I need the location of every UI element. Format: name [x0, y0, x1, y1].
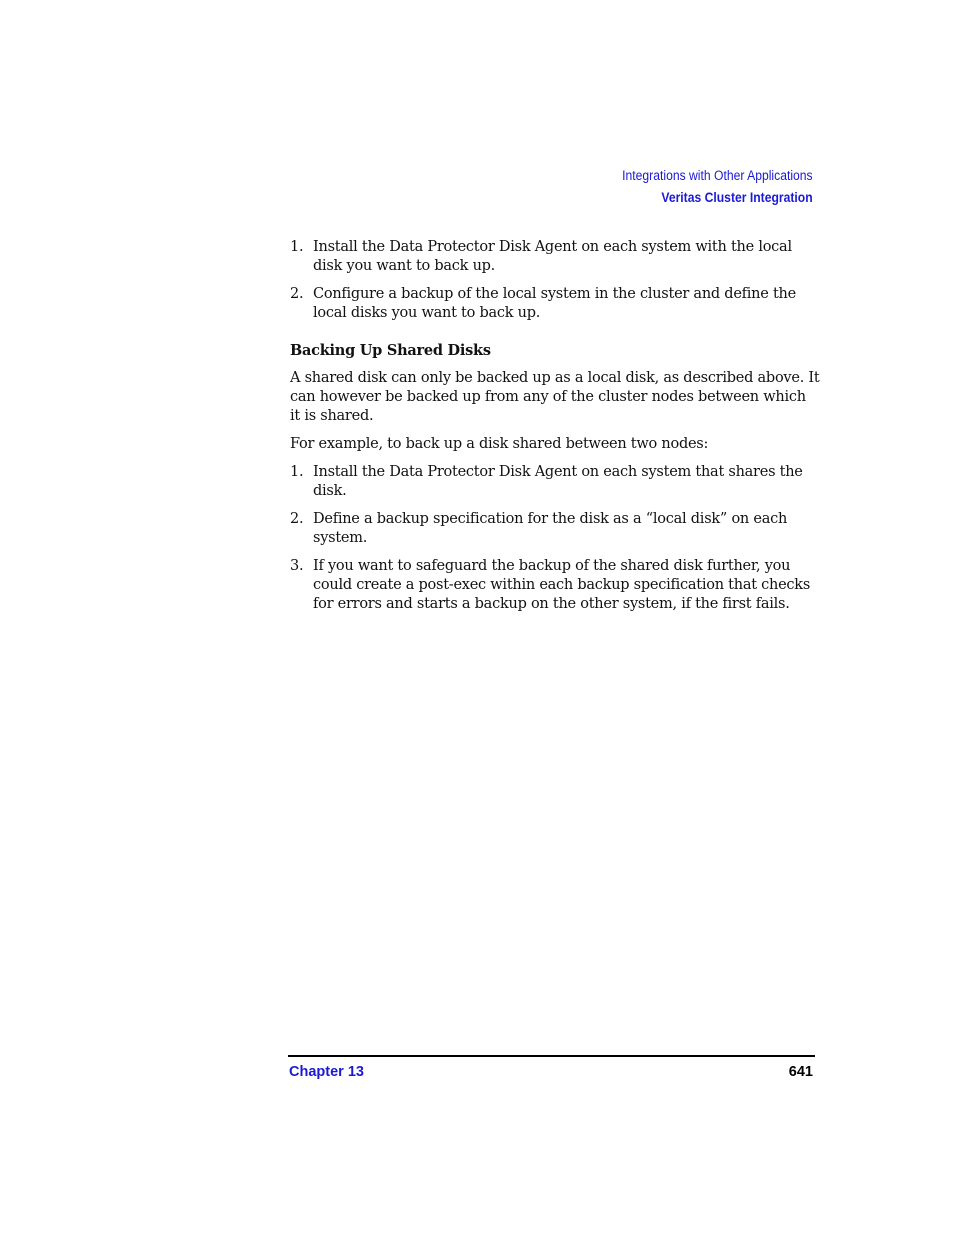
procedure-list-shared-disks [290, 463, 820, 614]
list-item-number: 2. [290, 511, 304, 527]
page-content [290, 238, 820, 623]
list-item-text: Install the Data Protector Disk Agent on each system with the local disk you want to back up. [313, 239, 792, 274]
section-heading: Backing Up Shared Disks [290, 342, 491, 359]
list-item [290, 510, 820, 548]
list-item-number: 1. [290, 239, 304, 255]
footer-chapter: Chapter 13 [289, 1064, 364, 1080]
list-item [290, 557, 820, 614]
header-subsection: Veritas Cluster Integration [661, 190, 813, 205]
list-item-number: 2. [290, 286, 304, 302]
list-item [290, 238, 820, 276]
procedure-list-local-disks [290, 238, 820, 323]
paragraph-example: For example, to back up a disk shared between two nodes: [290, 436, 709, 452]
footer-divider [288, 1055, 815, 1057]
header-section: Integrations with Other Applications [622, 168, 813, 183]
list-item-text: If you want to safeguard the backup of the shared disk further, you could create a post-exec within each backup specification that checks for errors and starts a backup on the other system, if the first fails. [313, 558, 811, 612]
page-footer [289, 1064, 813, 1080]
list-item [290, 463, 820, 501]
list-item-number: 1. [290, 464, 304, 480]
footer-page-number: 641 [788, 1064, 813, 1080]
list-item-text: Define a backup specification for the disk as a “local disk” on each system. [313, 511, 788, 546]
list-item-text: Configure a backup of the local system in the cluster and define the local disks you want to back up. [313, 286, 796, 321]
list-item-number: 3. [290, 558, 304, 574]
running-header [623, 165, 813, 209]
list-item-text: Install the Data Protector Disk Agent on each system that shares the disk. [313, 464, 803, 499]
list-item [290, 285, 820, 323]
paragraph-shared-disk: A shared disk can only be backed up as a local disk, as described above. It can however be backed up from any of the cluster nodes between which it is shared. [290, 370, 820, 424]
